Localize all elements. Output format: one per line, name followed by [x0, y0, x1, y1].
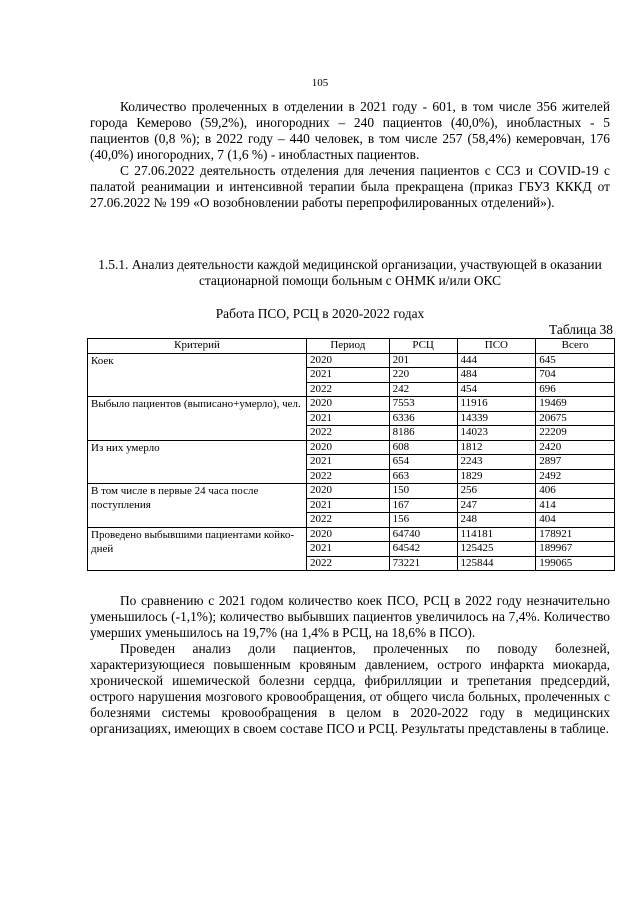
section-heading: 1.5.1. Анализ деятельности каждой медицинской организации, участвующей в оказании стационарной помощи больным с ОНМК и/или ОКС	[98, 257, 602, 288]
total-cell: 189967	[536, 542, 615, 557]
period-cell: 2021	[307, 542, 390, 557]
closing-text	[90, 593, 610, 737]
period-cell: 2022	[307, 382, 390, 397]
period-cell: 2020	[307, 397, 390, 412]
data-table	[87, 338, 615, 571]
closing-paragraph-1: По сравнению с 2021 годом количество коек ПСО, РСЦ в 2022 году незначительно уменьшилось (-1,1%); количество выбывших пациентов увеличилось на 7,4%. Количество умерших уменьшилось на 19,7% (на 1,4% в РСЦ, на 18,6% в ПСО).	[90, 593, 610, 640]
table-row	[88, 527, 615, 542]
criterion-cell: Коек	[88, 353, 307, 397]
pso-cell: 14023	[457, 426, 536, 441]
total-cell: 20675	[536, 411, 615, 426]
header-pso: ПСО	[457, 339, 536, 354]
table-row	[88, 484, 615, 499]
rsc-cell: 242	[389, 382, 457, 397]
table-header-row	[88, 339, 615, 354]
total-cell: 696	[536, 382, 615, 397]
period-cell: 2020	[307, 484, 390, 499]
pso-cell: 484	[457, 368, 536, 383]
rsc-cell: 608	[389, 440, 457, 455]
header-total: Всего	[536, 339, 615, 354]
rsc-cell: 201	[389, 353, 457, 368]
page-number: 105	[311, 77, 329, 89]
table-label: Таблица 38	[549, 322, 613, 337]
rsc-cell: 167	[389, 498, 457, 513]
period-cell: 2022	[307, 556, 390, 571]
rsc-cell: 8186	[389, 426, 457, 441]
intro-text	[90, 99, 610, 211]
rsc-cell: 64542	[389, 542, 457, 557]
pso-cell: 444	[457, 353, 536, 368]
intro-paragraph-2: С 27.06.2022 деятельность отделения для лечения пациентов с ССЗ и COVID-19 с палатой реанимации и интенсивной терапии была прекращена (приказ ГБУЗ КККД от 27.06.2022 № 199 «О возобновлении работы перепрофилированных отделений»).	[90, 163, 610, 210]
criterion-cell: Проведено выбывшими пациентами койко-дней	[88, 527, 307, 571]
rsc-cell: 220	[389, 368, 457, 383]
table-row	[88, 397, 615, 412]
pso-cell: 1812	[457, 440, 536, 455]
pso-cell: 247	[457, 498, 536, 513]
period-cell: 2021	[307, 411, 390, 426]
period-cell: 2021	[307, 455, 390, 470]
header-period: Период	[307, 339, 390, 354]
period-cell: 2021	[307, 368, 390, 383]
rsc-cell: 156	[389, 513, 457, 528]
pso-cell: 125844	[457, 556, 536, 571]
criterion-cell: Выбыло пациентов (выписано+умерло), чел.	[88, 397, 307, 441]
period-cell: 2021	[307, 498, 390, 513]
period-cell: 2022	[307, 469, 390, 484]
pso-cell: 11916	[457, 397, 536, 412]
rsc-cell: 663	[389, 469, 457, 484]
pso-cell: 454	[457, 382, 536, 397]
pso-cell: 1829	[457, 469, 536, 484]
period-cell: 2020	[307, 353, 390, 368]
header-criterion: Критерий	[88, 339, 307, 354]
total-cell: 19469	[536, 397, 615, 412]
table-row	[88, 440, 615, 455]
period-cell: 2020	[307, 440, 390, 455]
pso-cell: 2243	[457, 455, 536, 470]
total-cell: 199065	[536, 556, 615, 571]
total-cell: 704	[536, 368, 615, 383]
intro-paragraph-1: Количество пролеченных в отделении в 2021 году - 601, в том числе 356 жителей города Кемерово (59,2%), иногородних – 240 пациентов (40,0%), инобластных - 5 пациентов (0,8 %); в 2022 году – 440 человек, в том числе 257 (58,4%) кемеровчан, 176 (40,0%) иногородних, 7 (1,6 %) - инобластных пациентов.	[90, 99, 610, 162]
pso-cell: 114181	[457, 527, 536, 542]
total-cell: 2420	[536, 440, 615, 455]
total-cell: 414	[536, 498, 615, 513]
period-cell: 2022	[307, 513, 390, 528]
rsc-cell: 6336	[389, 411, 457, 426]
total-cell: 645	[536, 353, 615, 368]
criterion-cell: В том числе в первые 24 часа после поступления	[88, 484, 307, 528]
rsc-cell: 7553	[389, 397, 457, 412]
pso-cell: 248	[457, 513, 536, 528]
table-title: Работа ПСО, РСЦ в 2020-2022 годах	[215, 306, 425, 321]
pso-cell: 14339	[457, 411, 536, 426]
pso-cell: 256	[457, 484, 536, 499]
rsc-cell: 654	[389, 455, 457, 470]
criterion-cell: Из них умерло	[88, 440, 307, 484]
total-cell: 2897	[536, 455, 615, 470]
total-cell: 22209	[536, 426, 615, 441]
table-row	[88, 353, 615, 368]
rsc-cell: 150	[389, 484, 457, 499]
period-cell: 2020	[307, 527, 390, 542]
rsc-cell: 73221	[389, 556, 457, 571]
total-cell: 406	[536, 484, 615, 499]
period-cell: 2022	[307, 426, 390, 441]
pso-cell: 125425	[457, 542, 536, 557]
total-cell: 404	[536, 513, 615, 528]
rsc-cell: 64740	[389, 527, 457, 542]
closing-paragraph-2: Проведен анализ доли пациентов, пролеченных по поводу болезней, характеризующиеся повышенным кровяным давлением, острого инфаркта миокарда, хронической ишемической болезни сердца, фибрилляции и трепетания предсердий, острого нарушения мозгового кровообращения, от общего числа больных, пролеченных с болезнями системы кровообращения в целом в 2020-2022 году в медицинских организациях, имеющих в своем составе ПСО и РСЦ. Результаты представлены в таблице.	[90, 641, 610, 736]
header-rsc: РСЦ	[389, 339, 457, 354]
total-cell: 178921	[536, 527, 615, 542]
total-cell: 2492	[536, 469, 615, 484]
